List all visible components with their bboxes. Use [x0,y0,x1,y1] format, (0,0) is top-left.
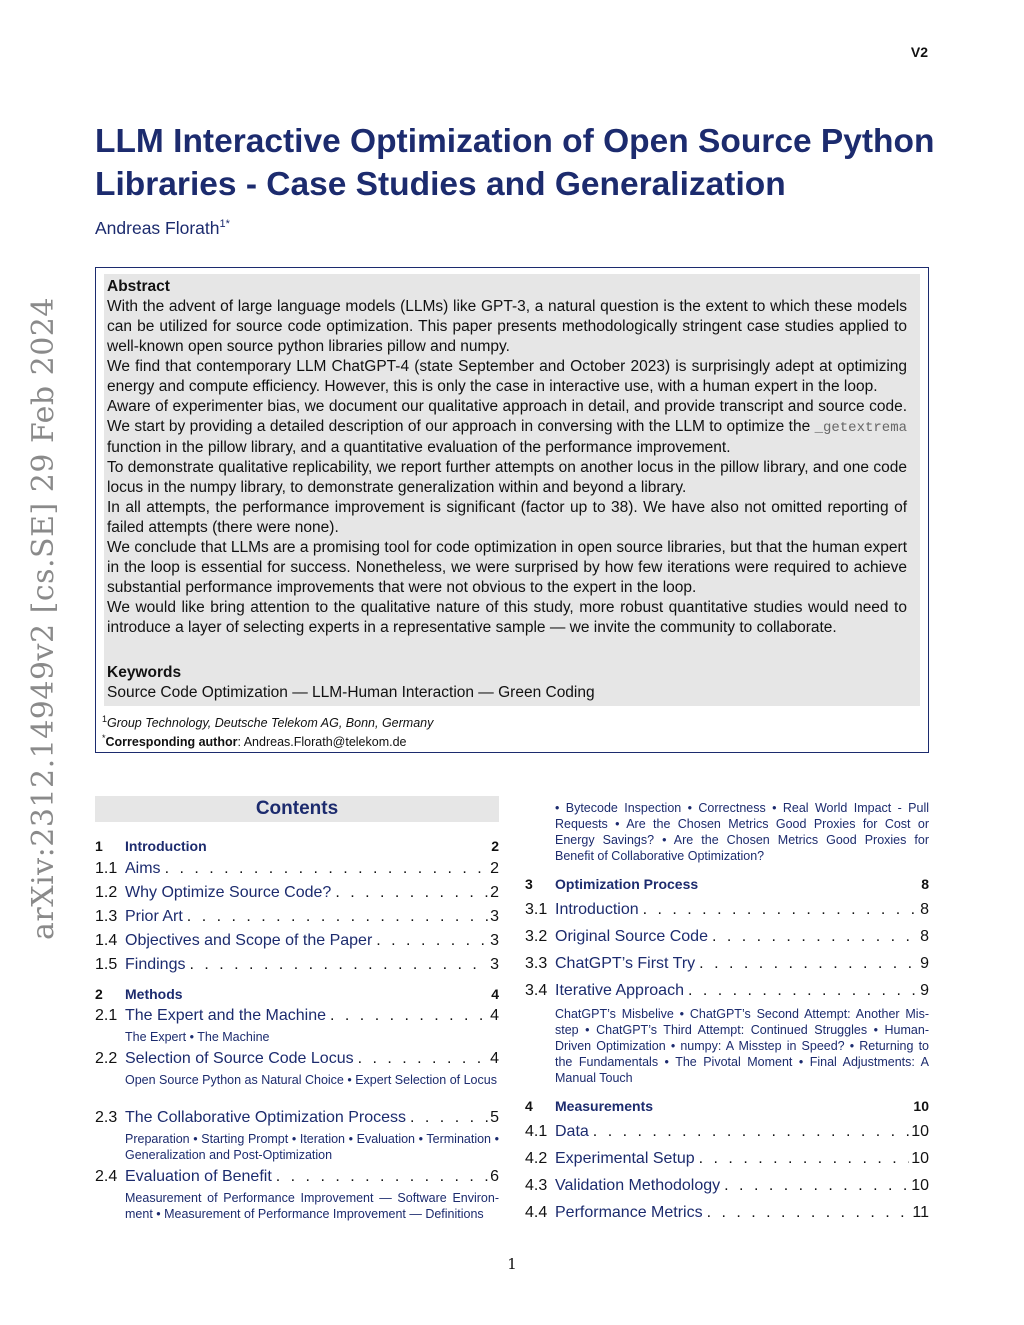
toc-page: 2 [491,838,499,854]
abstract-heading: Abstract [107,278,170,295]
toc-leader [712,928,918,946]
toc-entry-expert-machine[interactable] [95,1007,499,1027]
toc-entry-aims[interactable] [95,860,499,880]
toc-title: Optimization Process [555,876,699,892]
toc-leader [593,1123,909,1141]
toc-leader [724,1177,909,1195]
toc-subentries[interactable]: Measurement of Performance Improvement — Software Environ-ment • Measurement of Performance Improvement — Definitions [125,1191,499,1221]
title-line-2: Libraries - Case Studies and Generalization [95,166,786,203]
corresponding-author [102,733,407,749]
toc-number: 1.5 [95,956,118,973]
toc-section-measurements[interactable] [525,1098,929,1116]
toc-entry-performance-metrics[interactable] [525,1204,929,1224]
page-number: 1 [507,1255,517,1273]
toc-subentries[interactable]: The Expert • The Machine [125,1030,270,1044]
toc-leader [707,1204,911,1222]
toc-number: 2.1 [95,1007,118,1024]
toc-entry-why-optimize[interactable] [95,884,499,904]
affiliation-text: Group Technology, Deutsche Telekom AG, Bonn, Germany [107,716,434,731]
toc-title: Performance Metrics [555,1204,703,1221]
toc-page: 9 [920,982,929,999]
toc-page: 8 [920,928,929,945]
toc-entry-original-source[interactable] [525,928,929,948]
toc-title: Methods [125,986,183,1002]
toc-leader [699,955,918,973]
toc-title: ChatGPT’s First Try [555,955,696,972]
toc-section-optimization-process[interactable] [525,876,929,894]
toc-entry-validation-methodology[interactable] [525,1177,929,1197]
abstract-paragraph: To demonstrate qualitative replicability, we report further attempts on another locus in the pillow library, and one code locus in the numpy library, to demonstrate generalization within and beyond a library. [107,459,907,496]
toc-leader [410,1109,488,1127]
abstract-body [107,297,907,638]
toc-number: 1.3 [95,908,118,925]
toc-entry-collaborative-process[interactable] [95,1109,499,1129]
abstract-text-run: function in the pillow library, and a quantitative evaluation of the performance improvement. [107,439,731,456]
toc-subentries[interactable]: Open Source Python as Natural Choice • Expert Selection of Locus [125,1073,497,1087]
toc-subentries-continued[interactable]: • Bytecode Inspection • Correctness • Real World Impact - Pull Requests • Are the Chosen Metrics Good Proxies for Cost or Energy Savings? • Are the Chosen Metrics Good Proxies for Benefit of Collaborative Optimization? [555,801,929,863]
toc-page: 4 [491,986,499,1002]
toc-title: Data [555,1123,589,1140]
abstract-paragraph [107,397,907,458]
toc-title: Measurements [555,1098,654,1114]
toc-number: 4.2 [525,1150,548,1167]
toc-page: 9 [920,955,929,972]
abstract-paragraph: With the advent of large language models (LLMs) like GPT-3, a natural question is the extent to which these models can be utilized for source code optimization. This paper presents methodologically stringent case studies applied to well-known open source python libraries pillow and numpy. [107,298,907,355]
toc-number: 2.4 [95,1168,118,1185]
toc-title: Original Source Code [555,928,708,945]
toc-subentries[interactable]: Preparation • Starting Prompt • Iteration • Evaluation • Termination • Generalization and Post-Optimization [125,1132,499,1162]
toc-title: Introduction [125,838,207,854]
toc-page: 11 [912,1204,929,1221]
author-sup: 1* [219,218,230,231]
toc-leader [189,956,488,974]
code-function-name: _getextrema [814,420,907,436]
toc-page: 10 [911,1150,929,1167]
toc-leader [165,860,489,878]
toc-number: 1 [95,838,103,854]
toc-leader [699,1150,910,1168]
toc-leader [643,901,918,919]
toc-entry-experimental-setup[interactable] [525,1150,929,1170]
toc-title: Introduction [555,901,639,918]
toc-page: 10 [911,1177,929,1194]
toc-title: Experimental Setup [555,1150,695,1167]
toc-page: 4 [490,1050,499,1067]
abstract-paragraph: In all attempts, the performance improvement is significant (factor up to 38). We have also not omitted reporting of failed attempts (there were none). [107,499,907,536]
toc-leader [358,1050,489,1068]
toc-section-methods[interactable] [95,986,499,1004]
toc-title: Selection of Source Code Locus [125,1050,354,1067]
toc-title: Aims [125,860,161,877]
toc-entry-first-try[interactable] [525,955,929,975]
toc-page: 6 [490,1168,499,1185]
toc-page: 4 [490,1007,499,1024]
toc-title: Findings [125,956,186,973]
toc-entry-selection-locus[interactable] [95,1050,499,1070]
affiliation [102,714,433,730]
toc-number: 4.4 [525,1204,548,1221]
toc-number: 4.1 [525,1123,548,1140]
corresponding-label: Corresponding author [105,735,238,750]
affiliation-sup: 1 [102,714,108,724]
toc-leader [376,932,488,950]
toc-page: 8 [920,901,929,918]
toc-number: 3 [525,876,533,892]
toc-title: Validation Methodology [555,1177,721,1194]
toc-number: 4 [525,1098,533,1114]
toc-leader [187,908,488,926]
contents-heading: Contents [95,796,499,822]
keywords-heading: Keywords [107,664,182,681]
toc-number: 3.2 [525,928,548,945]
toc-number: 2.2 [95,1050,118,1067]
toc-number: 4.3 [525,1177,548,1194]
toc-entry-objectives[interactable] [95,932,499,952]
toc-page: 10 [913,1098,929,1114]
toc-number: 1.4 [95,932,118,949]
toc-number: 1.2 [95,884,118,901]
toc-page: 8 [921,876,929,892]
toc-page: 2 [490,860,499,877]
abstract-box [95,267,929,753]
toc-leader [688,982,918,1000]
toc-entry-findings[interactable] [95,956,499,976]
toc-entry-data[interactable] [525,1123,929,1143]
corresponding-email[interactable]: : Andreas.Florath@telekom.de [237,735,407,750]
toc-entry-prior-art[interactable] [95,908,499,928]
toc-title: Iterative Approach [555,982,684,999]
paper-title [95,120,955,206]
toc-page: 3 [490,956,499,973]
toc-title: Prior Art [125,908,183,925]
toc-page: 3 [490,932,499,949]
toc-number: 1.1 [95,860,118,877]
arxiv-stamp: arXiv:2312.14949v2 [cs.SE] 29 Feb 2024 [26,297,61,940]
toc-section-introduction[interactable] [95,838,499,856]
toc-entry-iterative-approach[interactable] [525,982,929,1002]
toc-page: 5 [490,1109,499,1126]
toc-number: 3.1 [525,901,548,918]
toc-title: Objectives and Scope of the Paper [125,932,373,949]
toc-title: Why Optimize Source Code? [125,884,332,901]
abstract-paragraph: We conclude that LLMs are a promising tool for code optimization in open source libraries, but that the human expert in the loop is essential for success. Nonetheless, we were surprised by how few iterations were required to achieve substantial performance improvements that were not obvious to the expert in the loop. [107,539,907,596]
title-line-1: LLM Interactive Optimization of Open Source Python [95,123,935,160]
toc-number: 3.4 [525,982,548,999]
toc-leader [335,884,488,902]
toc-leader [330,1007,488,1025]
toc-title: The Collaborative Optimization Process [125,1109,407,1126]
toc-title: The Expert and the Machine [125,1007,327,1024]
toc-page: 3 [490,908,499,925]
toc-number: 2.3 [95,1109,118,1126]
toc-number: 3.3 [525,955,548,972]
version-label: V2 [910,44,928,60]
abstract-paragraph: We would like bring attention to the qualitative nature of this study, more robust quantitative studies would need to introduce a layer of selecting experts in a representative sample — we invite the community to collaborate. [107,599,907,636]
keywords: Source Code Optimization — LLM-Human Interaction — Green Coding [107,684,595,701]
toc-number: 2 [95,986,103,1002]
abstract-text-run: Aware of experimenter bias, we document our qualitative approach in detail, and provide transcript and source code. We start by providing a detailed description of our approach in conversing with the LLM to optimize the [107,398,907,435]
author-name: Andreas Florath [95,218,220,238]
abstract-paragraph: We find that contemporary LLM ChatGPT-4 (state September and October 2023) is surprisingly adept at optimizing energy and compute efficiency. However, this is only the case in interactive use, with a human expert in the loop. [107,358,907,395]
toc-entry-opt-introduction[interactable] [525,901,929,921]
toc-leader [276,1168,488,1186]
author [95,218,230,239]
toc-page: 10 [911,1123,929,1140]
toc-page: 2 [490,884,499,901]
toc-subentries[interactable]: ChatGPT’s Misbelive • ChatGPT’s Second Attempt: Another Mis-step • ChatGPT’s Third Attempt: Continued Struggles • Human-Driven Optimization • numpy: A Misstep in Speed? • Returning to the Fundamentals • The Pivotal Moment • Final Adjustments: A Manual Touch [555,1007,929,1085]
corresponding-sup: * [102,733,106,743]
toc-entry-evaluation-benefit[interactable] [95,1168,499,1188]
toc-title: Evaluation of Benefit [125,1168,272,1185]
